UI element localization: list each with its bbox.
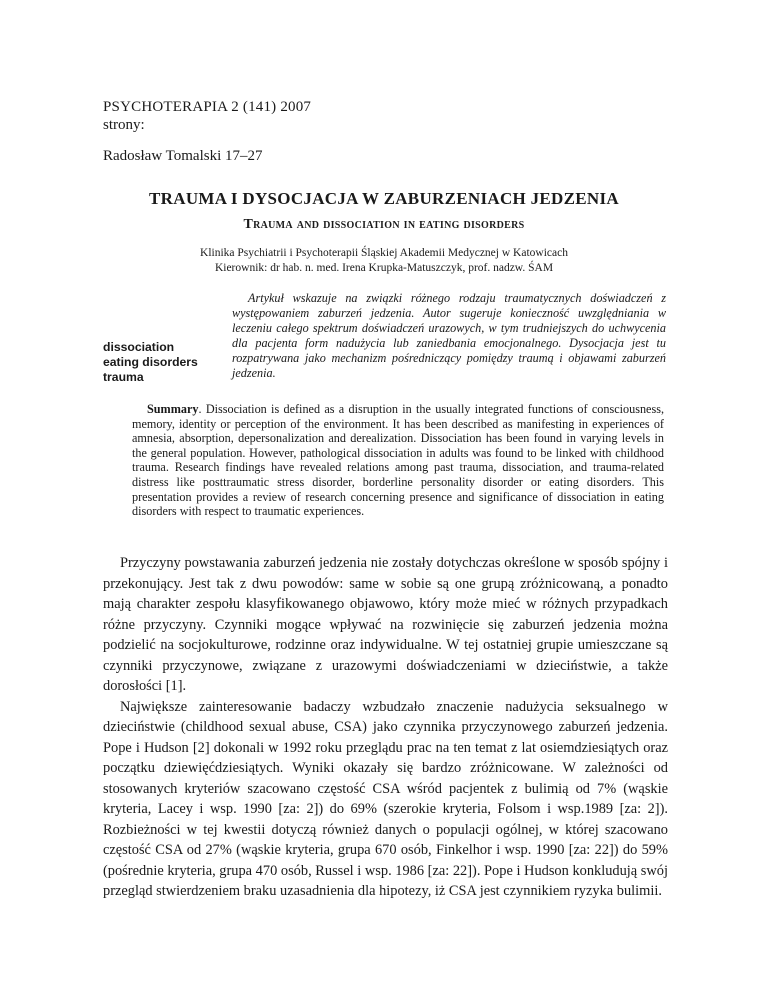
paragraph: Największe zainteresowanie badaczy wzbudzało znaczenie nadużycia seksualnego w dzieciństwie (childhood sexual abuse, CSA) jako czynnika przyczynowego zaburzeń jedzenia. Pope i Hudson [2] dokonali w 1992 roku przeglądu prac na ten temat z lat osiemdziesiątych oraz początku dziewięćdziesiątych. Wyniki okazały się bardzo zróżnicowane. W zależności od stosowanych kryteriów szacowano częstość CSA wśród pacjentek z bulimią od 7% (wąskie kryteria, Lacey i wsp. 1990 [za: 2]) do 69% (szerokie kryteria, Folsom i wsp.1989 [za: 2]). Rozbieżności w tej kwestii dotyczą również danych o populacji ogólnej, w której szacowano częstość CSA od 27% (wąskie kryteria, grupa 670 osób, Finkelhor i wsp. 1990 [za: 22]) do 59% (pośrednie kryteria, grupa 470 osób, Russel i wsp. 1986 [za: 22]). Pope i Hudson konkludują swój przegląd stwierdzeniem braku uzasadnienia dla hipotezy, iż CSA jest czynnikiem ryzyka bulimii. bbox=[103, 698, 668, 899]
keyword: dissociation bbox=[103, 340, 175, 354]
summary-english bbox=[132, 402, 664, 519]
journal-header bbox=[103, 98, 311, 134]
body-text bbox=[103, 553, 668, 902]
keyword: trauma bbox=[103, 370, 144, 384]
article-title: TRAUMA I DYSOCJACJA W ZABURZENIACH JEDZENIA bbox=[149, 189, 619, 208]
pages-label: strony: bbox=[103, 117, 145, 133]
article-subtitle: Trauma and dissociation in eating disorders bbox=[243, 217, 525, 232]
author-line: Radosław Tomalski 17–27 bbox=[103, 148, 263, 164]
abstract-polish: Artykuł wskazuje na związki różnego rodzaju traumatycznych doświadczeń z występowaniem zaburzeń jedzenia. Autor sugeruje konieczność uwzględniania w leczeniu całego spektrum doświadczeń urazowych, w tym trudniejszych do uchwycenia dla pacjenta form nadużycia lub zaniedbania emocjonalnego. Dysocjacja jest tu rozpatrywana jako mechanizm pośredniczący pomiędzy traumą i objawami zaburzeń jedzenia. bbox=[232, 291, 666, 380]
keywords bbox=[103, 340, 198, 385]
journal-name: PSYCHOTERAPIA 2 (141) 2007 bbox=[103, 99, 312, 115]
affiliation-institution: Klinika Psychiatrii i Psychoterapii Śląskiej Akademii Medycznej w Katowicach bbox=[200, 247, 568, 259]
affiliation bbox=[0, 246, 768, 276]
affiliation-head: Kierownik: dr hab. n. med. Irena Krupka-Matuszczyk, prof. nadzw. ŚAM bbox=[214, 262, 554, 274]
paragraph: Przyczyny powstawania zaburzeń jedzenia nie zostały dotychczas określone w sposób spójny i przekonujący. Jest tak z dwu powodów: same w sobie są one grupą zróżnicowaną, a ponadto mają charakter zespołu klasyfikowanego objawowo, który może mieć w różnych przypadkach różne przyczyny. Czynniki mogące wpływać na rozwinięcie się zaburzeń jedzenia można podzielić na socjokulturowe, rodzinne oraz indywidualne. W tej ostatniej grupie umieszczane są czynniki przyczynowe, związane z urazowymi doświadczeniami w dzieciństwie, a także dorosłości [1]. bbox=[103, 555, 668, 694]
summary-label: Summary bbox=[147, 402, 199, 416]
summary-text: . Dissociation is defined as a disruption in the usually integrated functions of consciousness, memory, identity or perception of the environment. It has been described as manifesting in experiences of amnesia, absorption, depersonalization and derealization. Dissociation has been found in varying levels in the general population. However, pathological dissociation in adults was found to be linked with childhood trauma. Research findings have revealed relations among past trauma, dissociation, and trauma-related distress like posttraumatic stress disorder, borderline personality disorder or eating disorders. This presentation provides a review of research concerning presence and significance of dissociation in eating disorders with respect to traumatic experiences. bbox=[132, 402, 664, 519]
keyword: eating disorders bbox=[103, 355, 198, 369]
